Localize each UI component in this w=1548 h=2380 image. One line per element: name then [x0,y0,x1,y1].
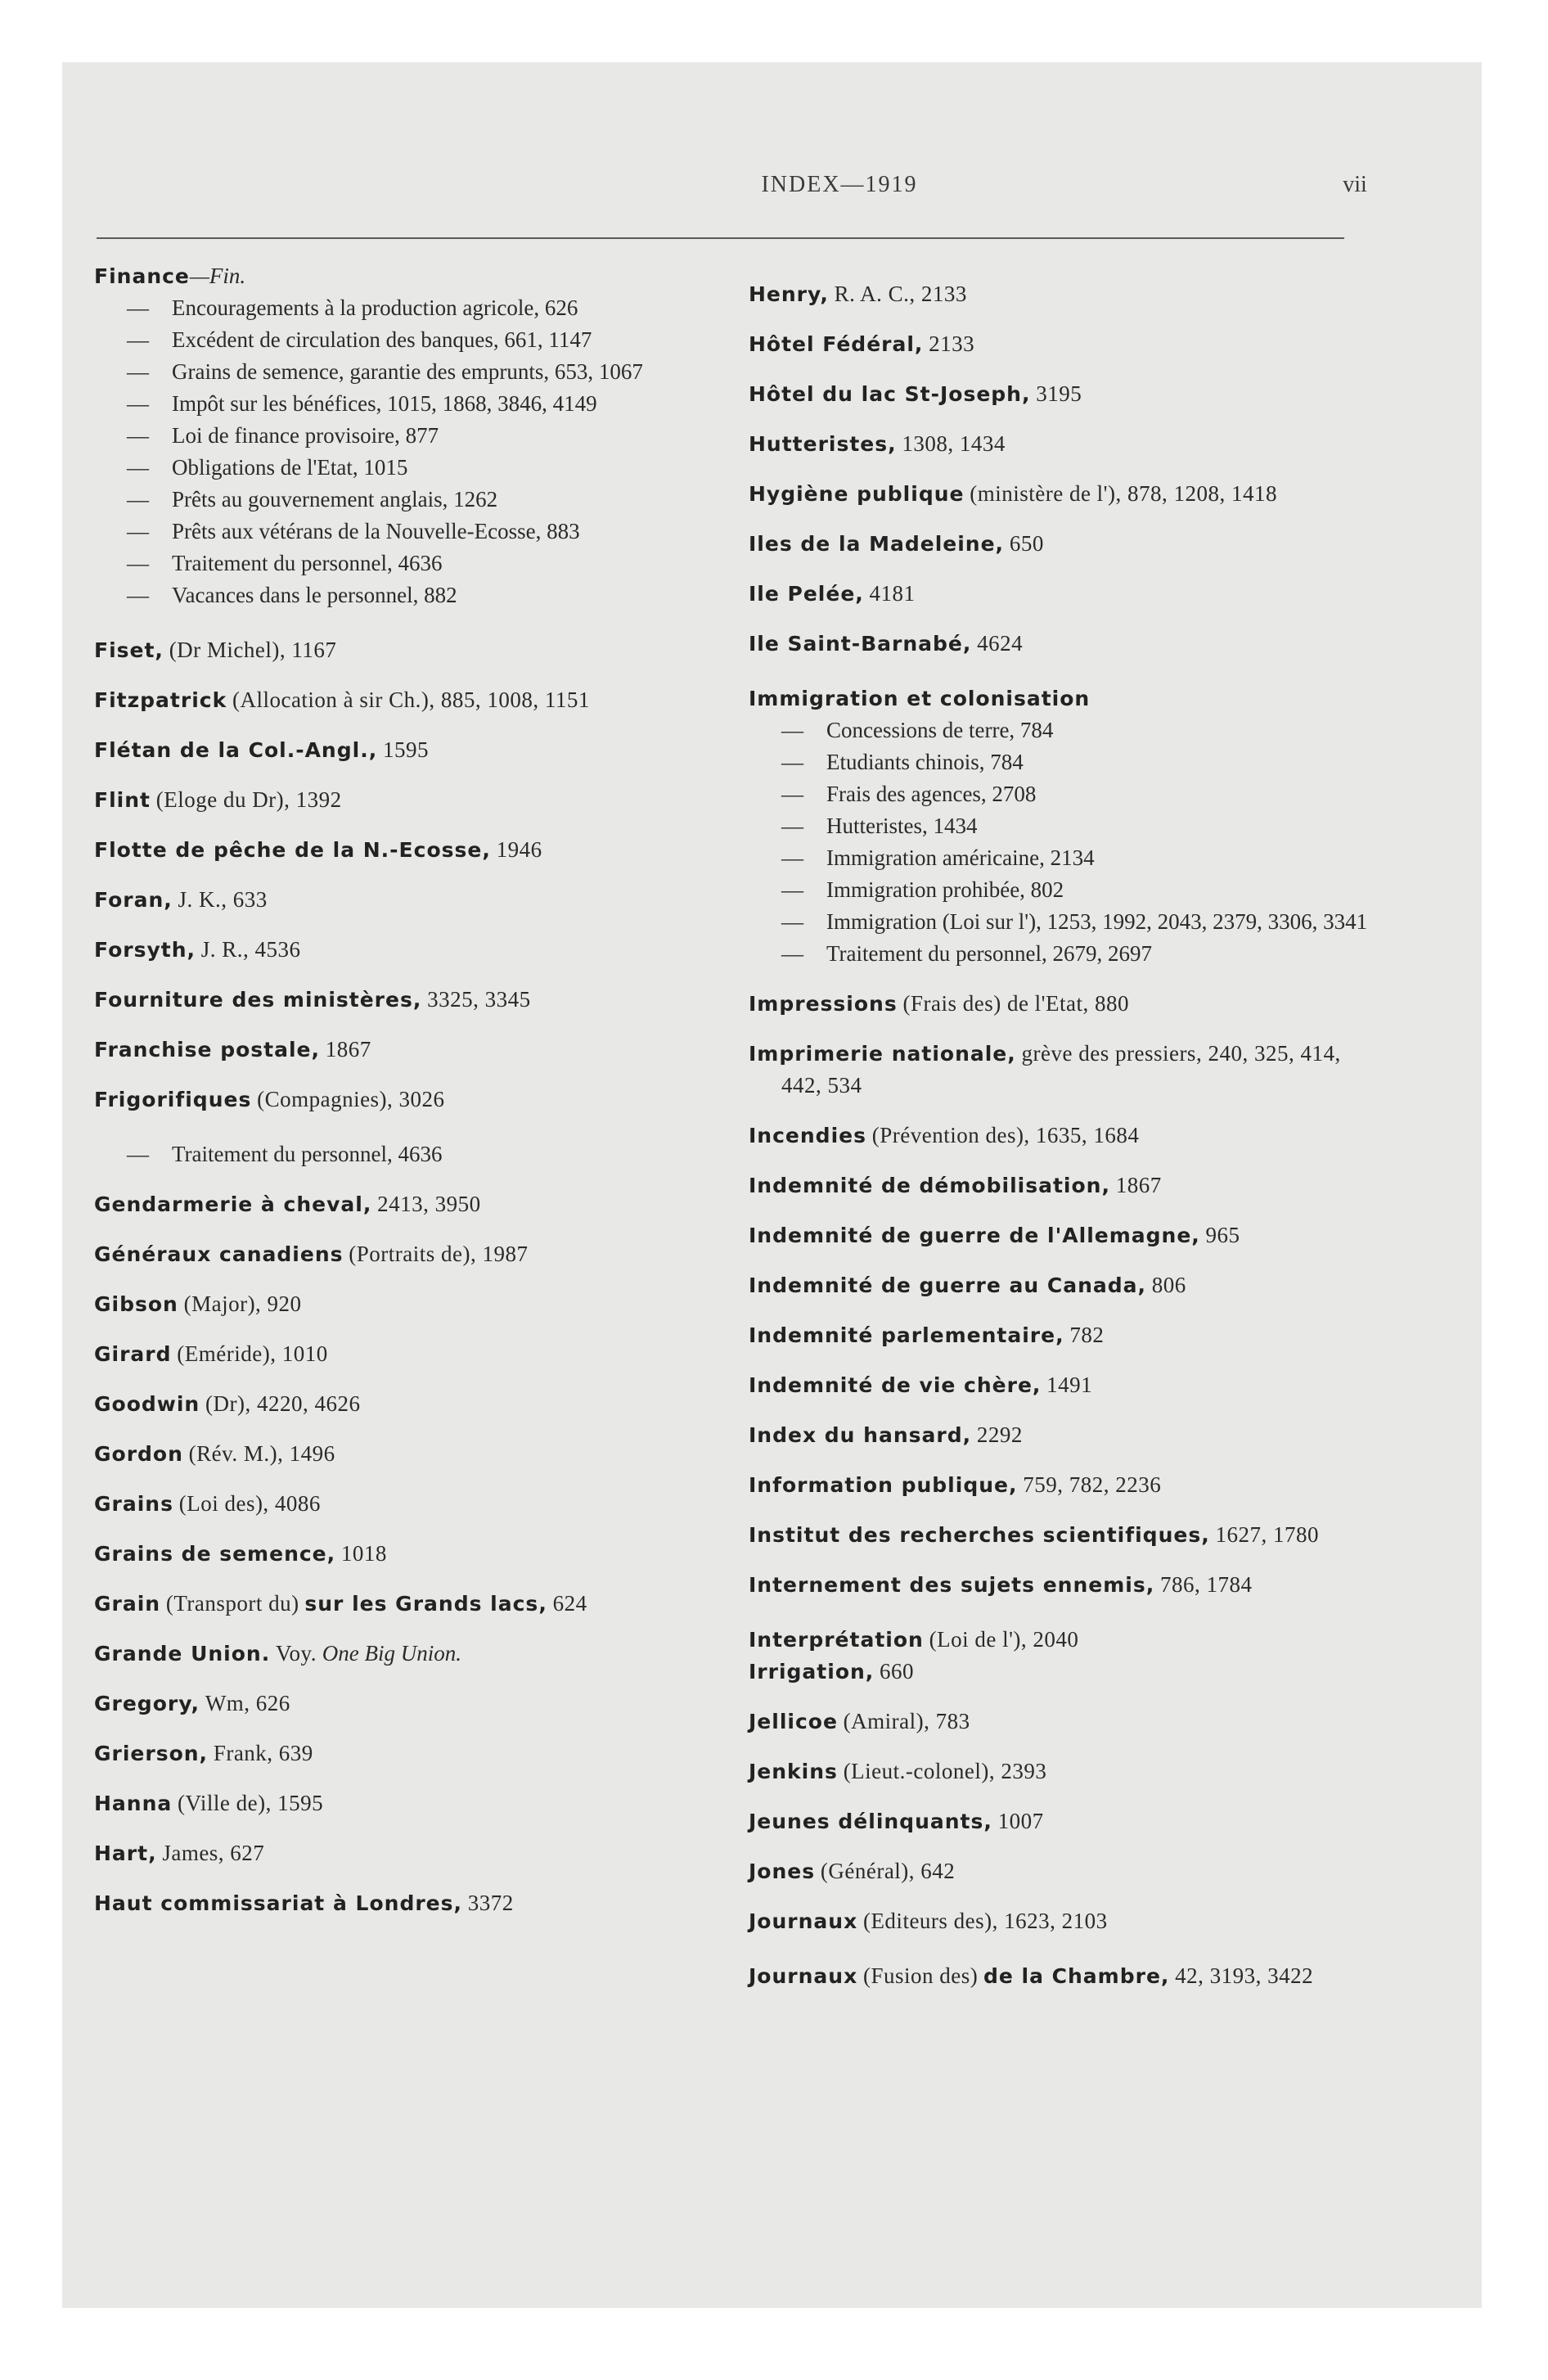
entry-reference: 1867 [1115,1173,1162,1197]
left-column [94,260,740,1919]
index-entry [749,1805,1379,1837]
index-subentry: — Frais des agences, 2708 [781,782,1037,806]
subentry-text: Prêts aux vétérans de la Nouvelle-Ecosse, 883 [172,519,580,543]
entry-reference: J. R., 4536 [200,937,301,962]
index-subentry: — Grains de semence, garantie des emprunts, 653, 1067 [127,359,643,384]
index-entry [749,378,1379,410]
page-number: vii [1343,172,1367,197]
index-subentry: — Etudiants chinois, 784 [781,750,1024,774]
index-subentry: — Immigration (Loi sur l'), 1253, 1992, 2043, 2379, 3306, 3341 [781,909,1368,934]
entry-reference: Wm, 626 [205,1691,290,1715]
index-entry [749,1269,1379,1301]
entry-reference: 1018 [340,1541,387,1566]
index-subentry: — Impôt sur les bénéfices, 1015, 1868, 3846, 4149 [127,391,597,416]
entry-heading: Interprétation [749,1628,924,1652]
subentry-text: Hutteristes, 1434 [826,814,978,838]
index-subentry: — Encouragements à la production agricole, 626 [127,295,578,320]
entry-heading: Haut commissariat à Londres, [94,1891,462,1915]
subentry-text: Impôt sur les bénéfices, 1015, 1868, 3846, 4149 [172,391,597,416]
entry-reference: 4181 [869,581,916,606]
index-entry [94,1638,740,1670]
entry-heading: Généraux canadiens [94,1242,344,1266]
entry-heading: Finance [94,264,190,288]
entry-reference: (Compagnies), 3026 [257,1087,445,1111]
entry-heading: Internement des sujets ennemis, [749,1573,1155,1597]
index-entry [749,1706,1379,1738]
index-entry [94,1837,740,1869]
index-subentry: — Prêts au gouvernement anglais, 1262 [127,487,498,512]
entry-reference: (Rév. M.), 1496 [188,1441,335,1466]
entry-heading: Hart, [94,1841,157,1865]
index-entry [749,1419,1379,1451]
index-subentry: — Immigration prohibée, 802 [781,877,1064,902]
right-column [749,260,1379,1992]
entry-heading: Indemnité de vie chère, [749,1373,1042,1397]
entry-reference: 1007 [997,1809,1044,1833]
entry-reference: 1867 [325,1037,371,1062]
index-entry [749,1170,1379,1201]
entry-reference: (Allocation à sir Ch.), 885, 1008, 1151 [232,687,590,712]
entry-reference: 806 [1151,1273,1186,1297]
entry-heading: de la Chambre, [983,1964,1170,1988]
entry-reference: 1595 [382,737,429,762]
entry-heading: Incendies [749,1124,866,1147]
entry-reference: 3195 [1036,381,1082,406]
entry-heading: Ile Saint-Barnabé, [749,632,972,656]
index-entry [749,1038,1379,1102]
entry-reference: 786, 1784 [1159,1572,1253,1597]
subentry-text: Grains de semence, garantie des emprunts, 653, 1067 [172,359,643,384]
entry-reference: 2413, 3950 [377,1192,481,1216]
entry-reference: Voy. [275,1641,317,1666]
entry-reference: grève des pressiers, 240, 325, 414, 442, 534 [781,1041,1341,1098]
subentry-text: Prêts au gouvernement anglais, 1262 [172,487,498,512]
index-entry [749,1624,1379,1656]
index-entry [94,1688,740,1720]
entry-reference: 1491 [1046,1373,1093,1397]
index-entry [94,1488,740,1520]
subentry-text: Etudiants chinois, 784 [826,750,1024,774]
entry-reference: (Portraits de), 1987 [349,1242,529,1266]
entry-reference: 2292 [976,1422,1023,1447]
entry-heading: Grain [94,1592,161,1616]
index-subentry: — Immigration américaine, 2134 [781,845,1095,870]
entry-heading: Gendarmerie à cheval, [94,1192,372,1216]
index-entry [749,628,1379,660]
index-entry [94,1588,740,1620]
entry-heading: Grains [94,1492,173,1516]
entry-reference: 650 [1009,531,1044,556]
entry-heading: Irrigation, [749,1660,875,1684]
index-entry [749,1756,1379,1787]
index-subentry: — Traitement du personnel, 2679, 2697 [781,941,1152,966]
entry-heading: Jeunes délinquants, [749,1810,992,1833]
entry-reference: (Major), 920 [183,1291,302,1316]
immigration-subentries [749,714,1379,970]
index-subentry: — Hutteristes, 1434 [781,814,978,838]
index-subentry: — Prêts aux vétérans de la Nouvelle-Ecosse, 883 [127,519,580,543]
running-head: INDEX—1919 [761,172,918,197]
entry-reference: 624 [552,1591,587,1616]
entry-heading: Flint [94,788,151,812]
entry-reference: (Ville de), 1595 [178,1791,324,1815]
subentry-text: Concessions de terre, 784 [826,718,1054,742]
entry-reference: (Eloge du Dr), 1392 [155,787,342,812]
index-entry [94,1188,740,1220]
entry-reference: 1627, 1780 [1215,1522,1319,1547]
entry-heading: Iles de la Madeleine, [749,532,1005,556]
entry-reference: (Transport du) [165,1591,299,1616]
entry-reference: (Amiral), 783 [843,1709,970,1733]
entry-heading: Ile Pelée, [749,582,864,606]
index-entry [94,1288,740,1320]
index-entry [94,1887,740,1919]
entry-heading: Fiset, [94,638,164,662]
left-entries-f [94,634,740,1116]
index-entry [749,328,1379,360]
entry-heading: Impressions [749,992,898,1016]
entry-heading: Indemnité de guerre au Canada, [749,1273,1147,1297]
index-subentry: — Obligations de l'Etat, 1015 [127,455,408,480]
index-entry [94,984,740,1016]
entry-heading: Journaux [749,1964,858,1988]
entry-heading: Index du hansard, [749,1423,972,1447]
entry-reference: (ministère de l'), 878, 1208, 1418 [970,481,1278,506]
index-entry [94,734,740,766]
entry-heading: Indemnité de guerre de l'Allemagne, [749,1224,1200,1247]
entry-reference: 3372 [467,1891,514,1915]
index-entry [749,1120,1379,1152]
entry-heading: Hanna [94,1792,173,1815]
entry-heading: Henry, [749,282,829,306]
index-entry [749,1319,1379,1351]
entry-heading: Journaux [749,1909,858,1933]
entry-reference: Frank, 639 [213,1741,313,1765]
subentry-text: Immigration prohibée, 802 [826,877,1064,902]
entry-reference: (Frais des) de l'Etat, 880 [902,991,1130,1016]
index-entry [749,1905,1379,1937]
subentry-text: Excédent de circulation des banques, 661, 1147 [172,327,592,352]
index-subentry: — Loi de finance provisoire, 877 [127,423,439,448]
entry-heading: Information publique, [749,1473,1018,1497]
entry-reference: 965 [1205,1223,1240,1247]
entry-heading: Franchise postale, [94,1038,320,1062]
index-entry [94,884,740,916]
entry-heading: Hôtel Fédéral, [749,332,924,356]
index-entry [749,278,1379,310]
right-entries-i [749,988,1379,1601]
entry-heading: Foran, [94,888,173,912]
entry-heading: Indemnité parlementaire, [749,1323,1064,1347]
entry-reference: (Dr Michel), 1167 [169,638,337,662]
subentry-text: Traitement du personnel, 2679, 2697 [826,941,1152,966]
subentry-text: Obligations de l'Etat, 1015 [172,455,408,480]
index-entry [94,934,740,966]
entry-reference: (Eméride), 1010 [177,1341,328,1366]
entry-reference: (Editeurs des), 1623, 2103 [862,1909,1108,1933]
entry-heading: Imprimerie nationale, [749,1042,1016,1066]
entry-reference: 42, 3193, 3422 [1175,1963,1314,1988]
page-header [62,172,1482,205]
entry-reference: (Prévention des), 1635, 1684 [871,1123,1140,1147]
entry-heading: Forsyth, [94,938,196,962]
index-entry [749,1469,1379,1501]
entry-reference: 3325, 3345 [427,987,531,1012]
index-entry [94,684,740,716]
index-entry [749,1369,1379,1401]
subentry-text: Traitement du personnel, 4636 [172,1142,443,1166]
index-subentry: — Traitement du personnel, 4636 [127,551,443,575]
index-entry [94,1787,740,1819]
left-entries-g [94,1188,740,1570]
index-entry [749,478,1379,510]
entry-reference: (Loi des), 4086 [178,1491,321,1516]
left-entries-h [94,1688,740,1919]
index-entry [94,784,740,816]
index-entry [94,1084,740,1116]
entry-reference: (Dr), 4220, 4626 [205,1391,361,1416]
entry-heading: Hutteristes, [749,432,897,456]
entry-reference: 2133 [929,331,975,356]
index-entry [94,1438,740,1470]
entry-heading: Gibson [94,1292,178,1316]
entry-reference: R. A. C., 2133 [834,282,967,306]
entry-heading: Gordon [94,1442,183,1466]
index-entry-finance [94,260,740,292]
index-entry [749,528,1379,560]
entry-heading: sur les Grands lacs, [304,1592,547,1616]
entry-reference: (Lieut.-colonel), 2393 [843,1759,1047,1783]
entry-heading: Grierson, [94,1742,209,1765]
entry-cross-reference: One Big Union. [322,1641,461,1666]
entry-reference: 1308, 1434 [902,431,1006,456]
index-entry [749,1855,1379,1887]
right-entries-j [749,1706,1379,1937]
index-entry [749,1219,1379,1251]
entry-reference: J. K., 633 [178,887,268,912]
entry-reference: 782 [1069,1323,1105,1347]
entry-reference: James, 627 [162,1841,265,1865]
index-entry [94,1034,740,1066]
index-entry [749,578,1379,610]
entry-reference: (Général), 642 [820,1859,956,1883]
entry-reference: 4624 [977,631,1024,656]
entry-heading: Goodwin [94,1392,200,1416]
entry-reference: (Fusion des) [862,1963,979,1988]
index-subentry: — Concessions de terre, 784 [781,718,1054,742]
index-entry [94,1538,740,1570]
index-entry [94,1388,740,1420]
right-entries-h [749,278,1379,660]
index-entry [94,1238,740,1270]
index-entry [749,988,1379,1020]
index-entry [749,428,1379,460]
index-subentry: — Excédent de circulation des banques, 661, 1147 [127,327,592,352]
subentry-text: Frais des agences, 2708 [826,782,1037,806]
subentry-text: Traitement du personnel, 4636 [172,551,443,575]
finance-subentries [94,292,740,611]
subentry-text: Vacances dans le personnel, 882 [172,583,457,607]
entry-heading: Hygiène publique [749,482,965,506]
index-entry [749,1656,1379,1688]
entry-heading: Hôtel du lac St-Joseph, [749,382,1031,406]
index-entry [749,1519,1379,1551]
index-entry [94,834,740,866]
entry-heading: Immigration et colonisation [749,687,1091,710]
entry-heading: Grains de semence, [94,1542,336,1566]
entry-heading: Jenkins [749,1760,838,1783]
entry-heading: Flétan de la Col.-Angl., [94,738,378,762]
entry-reference: (Loi de l'), 2040 [929,1627,1079,1652]
entry-heading: Fourniture des ministères, [94,988,422,1012]
entry-heading: Indemnité de démobilisation, [749,1174,1110,1197]
index-entry [749,1960,1379,1992]
index-entry [94,1338,740,1370]
header-rule [97,237,1344,239]
entry-reference: 660 [880,1659,915,1684]
entry-heading: Jellicoe [749,1710,838,1733]
index-entry-immigration [749,683,1379,714]
subentry-text: Loi de finance provisoire, 877 [172,423,439,448]
subentry-text: Immigration (Loi sur l'), 1253, 1992, 2043, 2379, 3306, 3341 [826,909,1368,934]
entry-reference: 759, 782, 2236 [1023,1472,1162,1497]
entry-heading: Institut des recherches scientifiques, [749,1523,1210,1547]
entry-heading: Gregory, [94,1692,200,1715]
index-entry [94,634,740,666]
entry-heading: Frigorifiques [94,1088,252,1111]
index-subentry: — Vacances dans le personnel, 882 [127,583,457,607]
entry-heading: Flotte de pêche de la N.-Ecosse, [94,838,491,862]
entry-heading: Jones [749,1859,816,1883]
entry-reference: 1946 [496,837,542,862]
index-entry [94,1738,740,1769]
entry-heading: Girard [94,1342,172,1366]
entry-heading-continued: —Fin. [189,264,246,288]
index-entry [749,1569,1379,1601]
entry-heading: Grande Union. [94,1642,271,1666]
subentry-text: Immigration américaine, 2134 [826,845,1095,870]
index-subentry: — Traitement du personnel, 4636 [127,1142,443,1166]
subentry-text: Encouragements à la production agricole, 626 [172,295,578,320]
entry-heading: Fitzpatrick [94,688,227,712]
